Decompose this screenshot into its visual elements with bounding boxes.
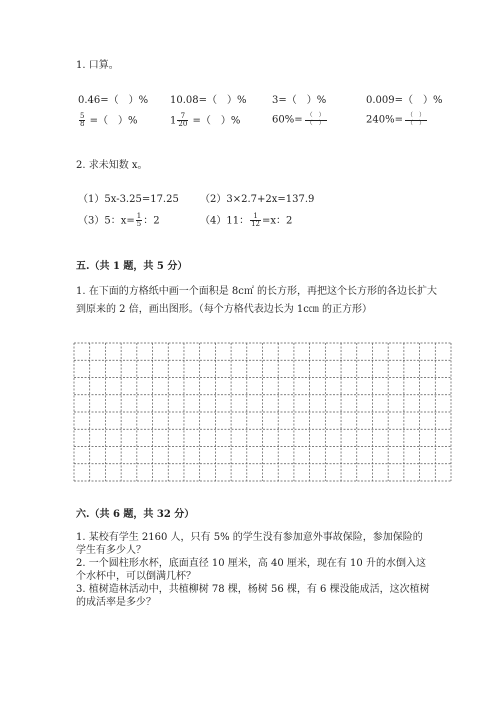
section-5-title: 五.（共 1 题，共 5 分） [76, 261, 188, 272]
equation-3: （3）5：x= $\frac{1}{5}$ ：2 [78, 212, 160, 229]
mental-calc-7: 60%= （ ） （ ） [272, 112, 325, 127]
mental-calc-8: 240%= （ ） （ ） [366, 112, 425, 127]
mental-calc-5: $\frac{5}{8}$ =（ ）% [80, 112, 138, 129]
fraction-blank: （ ） （ ） [306, 112, 325, 127]
equation-1: （1）5x-3.25=17.25 [78, 194, 179, 205]
mental-calc-6: 1 $\frac{7}{20}$ =（ ）% [170, 112, 241, 129]
section-6-question-1: 1. 某校有学生 2160 人，只有 5% 的学生没有参加意外事故保险，参加保险的学生有多少人？ [76, 532, 423, 556]
mental-calc-4: 0.009=（ ）% [366, 95, 443, 106]
section-6-question-3: 3. 植树造林活动中，共植柳树 78 棵，杨树 56 棵，有 6 棵没能成活，这次植树的成活率是多少？ [76, 584, 430, 608]
equation-2: （2）3×2.7+2x=137.9 [200, 194, 315, 205]
fraction: $\frac{1}{5}$ [136, 212, 142, 229]
section-6-title: 六.（共 6 题，共 32 分） [76, 509, 195, 520]
fraction: $\frac{7}{20}$ [178, 112, 188, 129]
mental-calc-2: 10.08=（ ）% [170, 95, 247, 106]
q2-title: 2. 求未知数 x。 [76, 160, 148, 171]
section-6-question-2: 2. 一个圆柱形水杯，底面直径 10 厘米，高 40 厘米，现在有 10 升的水倒入这个水杯中，可以倒满几杯？ [76, 558, 426, 582]
mental-calc-1: 0.46=（ ）% [78, 95, 149, 106]
fraction: $\frac{5}{8}$ [80, 112, 85, 129]
equation-4: （4）11： $\frac{1}{12}$ =x：2 [200, 212, 293, 229]
fraction: $\frac{1}{12}$ [251, 212, 261, 229]
q1-title: 1. 口算。 [76, 60, 119, 71]
section-5-question-1: 1. 在下面的方格纸中画一个面积是 8c㎡ 的长方形，再把这个长方形的各边长扩大到原来的 2 倍，画出图形。（每个方格代表边长为 1c㎝ 的正方形） [76, 286, 438, 315]
mental-calc-3: 3=（ ）% [272, 95, 327, 106]
fraction-blank: （ ） （ ） [406, 112, 425, 127]
